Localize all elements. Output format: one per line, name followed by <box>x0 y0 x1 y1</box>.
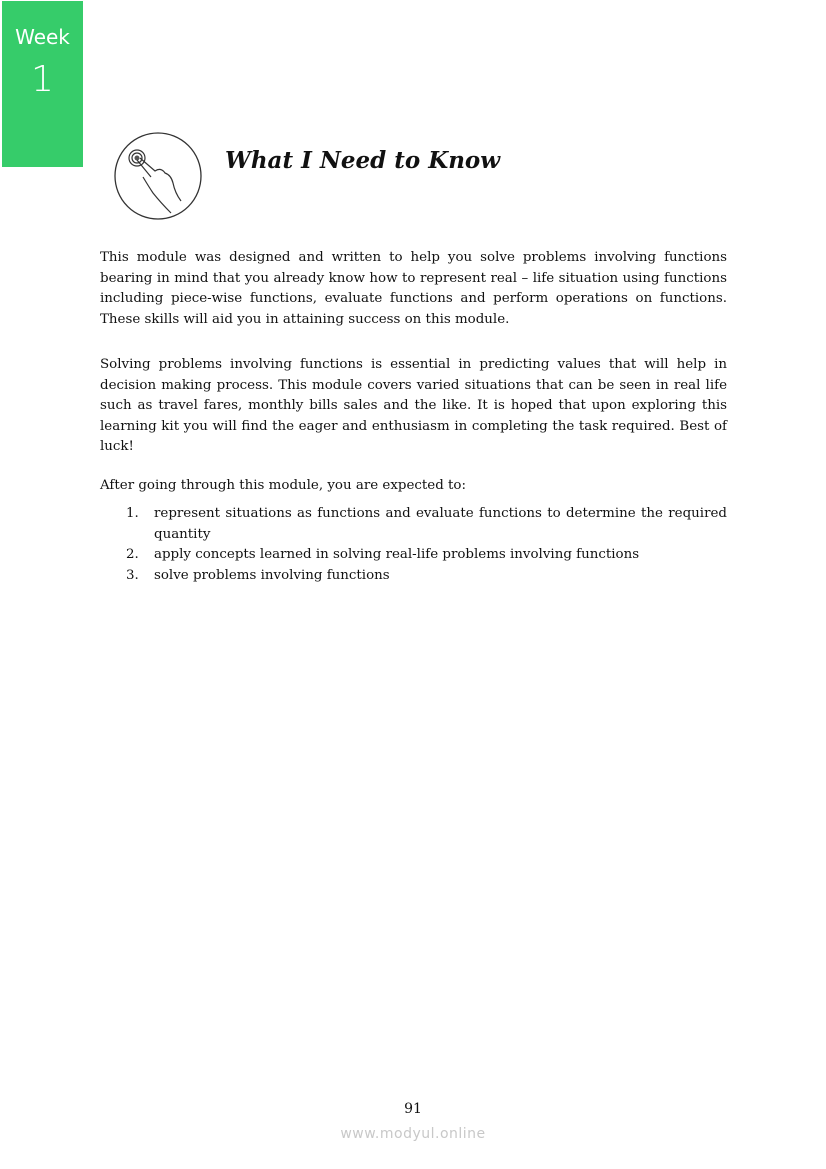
list-item <box>126 566 727 587</box>
list-item <box>126 504 727 545</box>
purpose-paragraph: Solving problems involving functions is essential in predicting values that will help in decision making process. This module covers varied situations that can be seen in real life such as travel fares, monthly bills sales and the like. It is hoped that upon exploring this learning kit you will find the eager and enthusiasm in completing the task required. Best of luck! <box>100 357 727 454</box>
item-number: 3. <box>126 567 139 583</box>
item-number: 1. <box>126 506 139 521</box>
item-text: apply concepts learned in solving real-life problems involving functions <box>154 547 640 562</box>
watermark: www.modyul.online <box>340 1126 486 1142</box>
section-title: What I Need to Know <box>225 147 501 174</box>
week-label: Week <box>15 25 70 49</box>
list-item <box>126 545 727 566</box>
week-number: 1 <box>31 59 54 100</box>
item-text: solve problems involving functions <box>154 567 390 583</box>
page-number: 91 <box>404 1101 422 1117</box>
item-text: represent situations as functions and evaluate functions to determine the required quantity <box>154 506 727 542</box>
item-number: 2. <box>126 547 139 562</box>
objectives-list <box>126 504 727 586</box>
objectives-intro: After going through this module, you are expected to: <box>100 478 466 493</box>
hand-touch-icon <box>113 131 203 221</box>
week-tab <box>2 1 83 167</box>
intro-paragraph: This module was designed and written to help you solve problems involving functions bearing in mind that you already know how to represent real – life situation using functions including piece-wise functions, evaluate functions and perform operations on functions. These skills will aid you in attaining success on this module. <box>100 250 727 327</box>
